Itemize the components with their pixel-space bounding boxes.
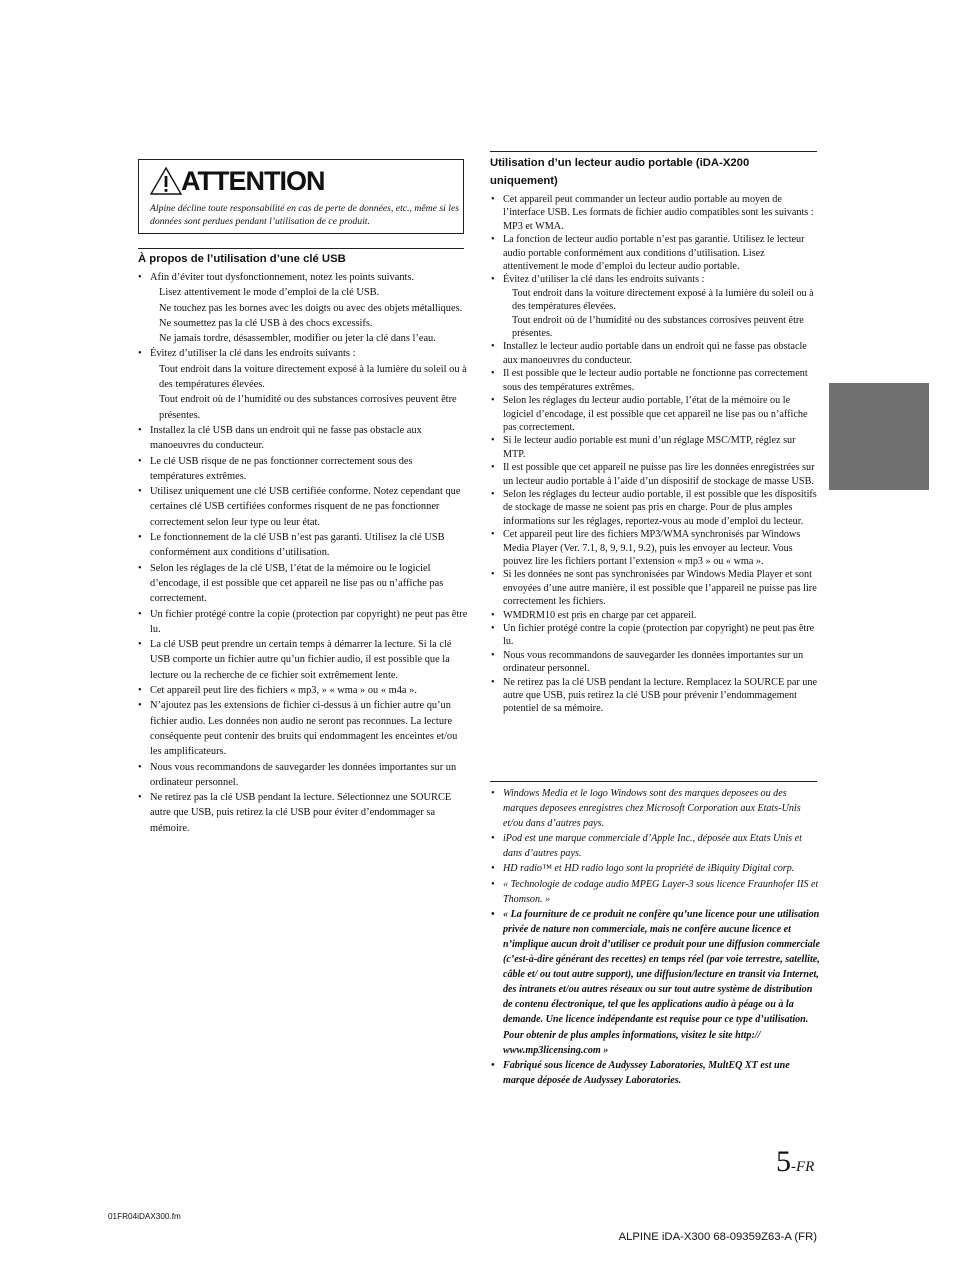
list-item-text: WMDRM10 est pris en charge par cet appareil. (503, 609, 697, 621)
left-heading: À propos de l’utilisation d’une clé USB (138, 253, 346, 265)
list-item-subpoint: Tout endroit où de l’humidité ou des substances corrosives peuvent être présentes. (512, 314, 804, 340)
section-side-tab (829, 383, 929, 490)
notes-rule (490, 781, 817, 782)
list-item-text: Afin d’éviter tout dysfonctionnement, notez les points suivants. (150, 272, 415, 283)
list-item (491, 649, 819, 676)
attention-title: ATTENTION (181, 166, 325, 196)
list-item (138, 270, 468, 346)
list-item-text: Installez la clé USB dans un endroit qui ne fasse pas obstacle aux manoeuvres du conducteur. (150, 424, 422, 452)
page-number (776, 1146, 814, 1183)
list-item (138, 423, 468, 454)
list-item-text: Cet appareil peut lire des fichiers « mp3, » « wma » ou « m4a ». (150, 685, 417, 697)
list-item-text: Selon les réglages du lecteur audio portable, il est possible que les dispositifs de stockage de masse ne soient pas pris en charge. Pour de plus amples informations sur les réglages, reportez-vous au mode d’emploi du lecteur. (503, 488, 817, 527)
list-item (491, 367, 819, 394)
trademark-notes-list (491, 786, 821, 1088)
list-item-text: La fonction de lecteur audio portable n’est pas garantie. Utilisez le lecteur audio portable conformément aux conditions d’utilisation. Lisez attentivement le mode d’emploi du lecteur audio portable. (503, 234, 805, 273)
warning-triangle-icon (149, 166, 183, 196)
list-item (138, 346, 468, 422)
list-item-text: Évitez d’utiliser la clé dans les endroits suivants : (503, 274, 705, 286)
list-item (138, 561, 468, 607)
list-item (138, 530, 468, 561)
list-item (138, 698, 468, 759)
list-item (491, 193, 819, 233)
list-item-text: La clé USB peut prendre un certain temps à démarrer la lecture. Si la clé USB comporte un fichier autre qu’un fichier audio, il est possible que la lecture ou la recherche de ce fichier soit extrêmement lente. (150, 639, 452, 681)
list-item-text: Nous vous recommandons de sauvegarder les données importantes sur un ordinateur personnel. (503, 649, 804, 675)
list-item (491, 394, 819, 434)
right-bullet-list (491, 193, 819, 716)
note-item (491, 786, 821, 831)
list-item-text: Cet appareil peut commander un lecteur audio portable au moyen de l’interface USB. Les formats de fichier audio compatibles sont les suivants : MP3 et WMA. (503, 194, 814, 232)
list-item-text: Utilisez uniquement une clé USB certifiée conforme. Notez cependant que certaines clé USB certifiées conformes risquent de ne pas fonctionner correctement selon leur type ou leur état. (150, 486, 461, 528)
note-item (491, 907, 821, 1058)
list-item-text: Évitez d’utiliser la clé dans les endroits suivants : (150, 348, 356, 360)
right-heading-rule (490, 151, 817, 152)
list-item (491, 676, 819, 716)
list-item (491, 528, 819, 568)
list-item (138, 484, 468, 530)
list-item (138, 454, 468, 485)
list-item (491, 233, 819, 273)
list-item-subpoint: Ne soumettez pas la clé USB à des chocs excessifs. (159, 317, 373, 329)
attention-text: Alpine décline toute responsabilité en cas de perte de données, etc., même si les données sont perdues pendant l’utilisation de ce produit. (150, 203, 460, 227)
note-item (491, 877, 821, 907)
list-item-text: Il est possible que cet appareil ne puisse pas lire les données enregistrées sur un lecteur audio portable à l’aide d’un dispositif de stockage de masse USB. (503, 462, 815, 487)
note-item (491, 861, 821, 876)
list-item-text: Un fichier protégé contre la copie (protection par copyright) ne peut pas être lu. (150, 608, 468, 635)
list-item (491, 568, 819, 608)
list-item (491, 609, 819, 622)
list-item-text: Le clé USB risque de ne pas fonctionner correctement sous des températures extrêmes. (150, 455, 413, 482)
list-item-text: Si les données ne sont pas synchronisées par Windows Media Player et sont envoyées d’une autre manière, il est possible que l’appareil ne puisse pas lire correctement les fichiers. (503, 569, 817, 608)
list-item-text: Selon les réglages de la clé USB, l’état de la mémoire ou le logiciel d’encodage, il est possible que cet appareil ne lise pas ou n’affiche pas correctement. (150, 562, 444, 605)
list-item-subpoint: Tout endroit dans la voiture directement exposé à la lumière du soleil ou à des températures élevées. (159, 363, 467, 391)
note-item-text: iPod est une marque commerciale d’Apple Inc., déposée aux Etats Unis et dans d’autres pays. (503, 833, 802, 860)
list-item-text: Nous vous recommandons de sauvegarder les données importantes sur un ordinateur personnel. (150, 761, 457, 788)
list-item-text: Installez le lecteur audio portable dans un endroit qui ne fasse pas obstacle aux manoeuvres du conducteur. (503, 341, 807, 366)
left-bullet-list (138, 270, 468, 836)
list-item (491, 340, 819, 367)
list-item (138, 760, 468, 791)
note-item-text: « Technologie de codage audio MPEG Layer-3 sous licence Fraunhofer IIS et Thomson. » (503, 878, 819, 905)
note-item-text: Windows Media et le logo Windows sont des marques deposees ou des marques deposees enregistres chez Microsoft Corporation aux Etats-Unis et/ou dans d’autres pays. (503, 788, 801, 830)
list-item-subpoint: Ne touchez pas les bornes avec les doigts ou avec des objets métalliques. (159, 302, 463, 314)
note-item-text: « La fourniture de ce produit ne confère qu’une licence pour une utilisation privée de nature non commerciale, mais ne confère aucune licence et n’implique aucun droit d’utiliser ce produit pour une diffusion commerciale (c’est-à-dire générant des recettes) en temps réel (par voie terrestre, satellite, câble et/ ou tout autre support), une diffusion/lecture en transit via Internet, des intranets et/ou autres réseaux ou sur tout autre système de distribution de contenu électronique, tel que les applications audio à péage ou à la demande. Une licence indépendante est requise pour ce type d’utilisation. Pour obtenir de plus amples informations, visitez le site http:// www.mp3licensing.com » (503, 908, 820, 1056)
note-item-text: Fabriqué sous licence de Audyssey Laboratories, MultEQ XT est une marque déposée de Audyssey Laboratories. (503, 1059, 790, 1086)
page-number-suffix: -FR (791, 1159, 815, 1175)
list-item-text: Ne retirez pas la clé USB pendant la lecture. Remplacez la SOURCE par une autre que USB, puis retirez la clé USB pour prévenir l’endommagement potentiel de sa mémoire. (503, 676, 817, 715)
list-item-text: Si le lecteur audio portable est muni d’un réglage MSC/MTP, réglez sur MTP. (503, 435, 796, 460)
list-item (491, 273, 819, 340)
note-item (491, 1058, 821, 1088)
page-number-value: 5 (776, 1145, 791, 1178)
list-item-text: Un fichier protégé contre la copie (protection par copyright) ne peut pas être lu. (503, 623, 815, 648)
footer-filename: 01FR04iDAX300.fm (108, 1212, 181, 1221)
list-item (138, 790, 468, 836)
list-item-subpoint: Tout endroit dans la voiture directement exposé à la lumière du soleil ou à des températures élevées. (512, 287, 814, 313)
note-item (491, 831, 821, 861)
list-item-text: Il est possible que le lecteur audio portable ne fonctionne pas correctement sous des températures extrêmes. (503, 368, 808, 393)
right-heading: Utilisation d’un lecteur audio portable (iDA-X200 uniquement) (490, 157, 750, 187)
list-item-text: Le fonctionnement de la clé USB n’est pas garanti. Utilisez la clé USB conformément aux conditions d’utilisation. (150, 532, 445, 559)
list-item-text: Ne retirez pas la clé USB pendant la lecture. Sélectionnez une SOURCE autre que USB, puis retirez la clé USB pour éviter d’endommager sa mémoire. (150, 792, 452, 834)
list-item (491, 488, 819, 528)
list-item-text: Selon les réglages du lecteur audio portable, l’état de la mémoire ou le logiciel d’encodage, il est possible que cet appareil ne lise pas ou n’affiche pas correctement. (503, 395, 808, 433)
list-item-subpoint: Lisez attentivement le mode d’emploi de la clé USB. (159, 287, 380, 299)
attention-header (149, 166, 324, 196)
list-item (491, 434, 819, 461)
list-item (138, 637, 468, 683)
list-item (491, 461, 819, 488)
list-item-text: Cet appareil peut lire des fichiers MP3/WMA synchronisés par Windows Media Player (Ver. 7.1, 8, 9, 9.1, 9.2), puis les envoyer au lecteur. Vous pouvez lire les fichiers portant l’extension « mp3 » ou « wma ». (503, 529, 801, 567)
note-item-text: HD radio™ et HD radio logo sont la propriété de iBiquity Digital corp. (503, 863, 795, 875)
list-item (138, 607, 468, 638)
list-item-subpoint: Tout endroit où de l’humidité ou des substances corrosives peuvent être présentes. (159, 394, 457, 421)
list-item (138, 683, 468, 698)
attention-box (138, 159, 464, 234)
footer-model: ALPINE iDA-X300 68-09359Z63-A (FR) (618, 1231, 817, 1243)
list-item-subpoint: Ne jamais tordre, désassembler, modifier ou jeter la clé dans l’eau. (159, 333, 436, 345)
list-item (491, 622, 819, 649)
list-item-text: N’ajoutez pas les extensions de fichier ci-dessus à un fichier autre qu’un fichier audio. Les données non audio ne seront pas reconnues. La lecture conséquente peut contenir des bruits qui endommagent les enceintes et/ou les amplificateurs. (150, 700, 458, 758)
left-heading-rule (138, 248, 464, 249)
